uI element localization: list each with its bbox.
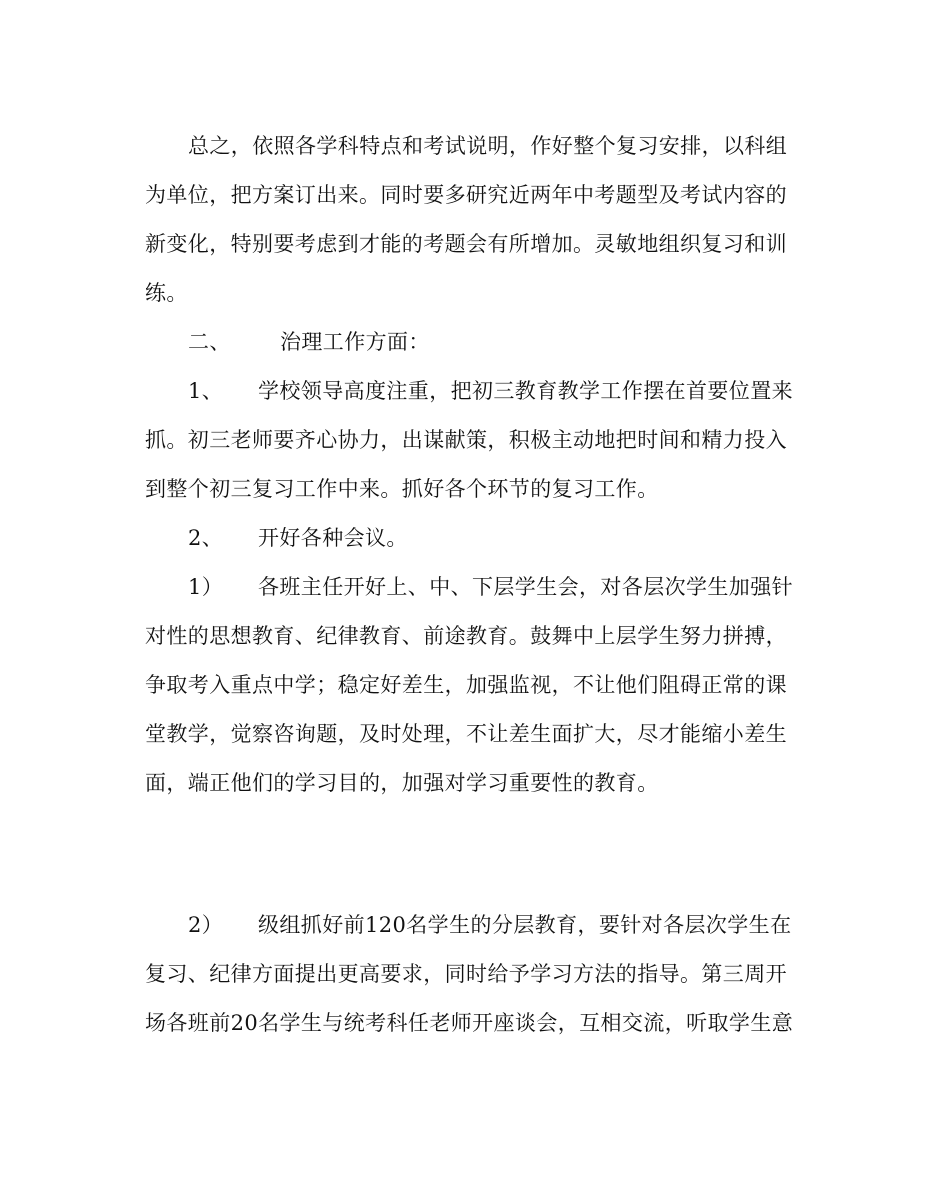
sub-item-1-text-1: 各班主任开好上、中、下层学生会，对各层次学生加强针 (258, 575, 793, 599)
item-1-line-1 (188, 376, 858, 406)
paragraph-1-line-1: 总之，依照各学科特点和考试说明，作好整个复习安排，以科组 (188, 134, 788, 158)
item-2-line (188, 523, 858, 553)
section-2-heading: 治理工作方面： (280, 330, 430, 354)
sub-item-2-number: 2） (188, 913, 224, 937)
sub-item-2-line-1 (188, 910, 858, 940)
section-2-number: 二、 (188, 330, 231, 354)
sub-item-1-line-4: 堂教学，觉察咨询题，及时处理，不让差生面扩大，尽才能缩小差生 (145, 722, 787, 746)
sub-item-1-number: 1） (188, 575, 224, 599)
sub-item-2-line-2: 复习、纪律方面提出更高要求，同时给予学习方法的指导。第三周开 (145, 962, 787, 986)
item-2-text: 开好各种会议。 (258, 526, 408, 550)
sub-item-1-line-5: 面，端正他们的学习目的，加强对学习重要性的教育。 (145, 771, 659, 795)
paragraph-1-line-3: 新变化，特别要考虑到才能的考题会有所增加。灵敏地组织复习和训 (145, 232, 787, 256)
sub-item-1-line-2: 对性的思想教育、纪律教育、前途教育。鼓舞中上层学生努力拼搏， (145, 624, 787, 648)
item-1-number: 1、 (188, 379, 224, 403)
paragraph-1-line-2: 为单位，把方案订出来。同时要多研究近两年中考题型及考试内容的 (145, 183, 787, 207)
sub-item-1-line-3: 争取考入重点中学；稳定好差生，加强监视，不让他们阻碍正常的课 (145, 673, 787, 697)
item-1-line-2: 抓。初三老师要齐心协力，出谋献策，积极主动地把时间和精力投入 (145, 428, 787, 452)
sub-item-1-line-1 (188, 572, 858, 602)
item-1-line-3: 到整个初三复习工作中来。抓好各个环节的复习工作。 (145, 477, 659, 501)
section-2-heading-line (188, 327, 858, 357)
paragraph-1-line-4: 练。 (145, 281, 188, 305)
sub-item-2-text-1: 级组抓好前120名学生的分层教育，要针对各层次学生在 (258, 913, 792, 937)
item-2-number: 2、 (188, 526, 224, 550)
item-1-text-1: 学校领导高度注重，把初三教育教学工作摆在首要位置来 (258, 379, 793, 403)
sub-item-2-line-3: 场各班前20名学生与统考科任老师开座谈会，互相交流，听取学生意 (145, 1011, 794, 1035)
